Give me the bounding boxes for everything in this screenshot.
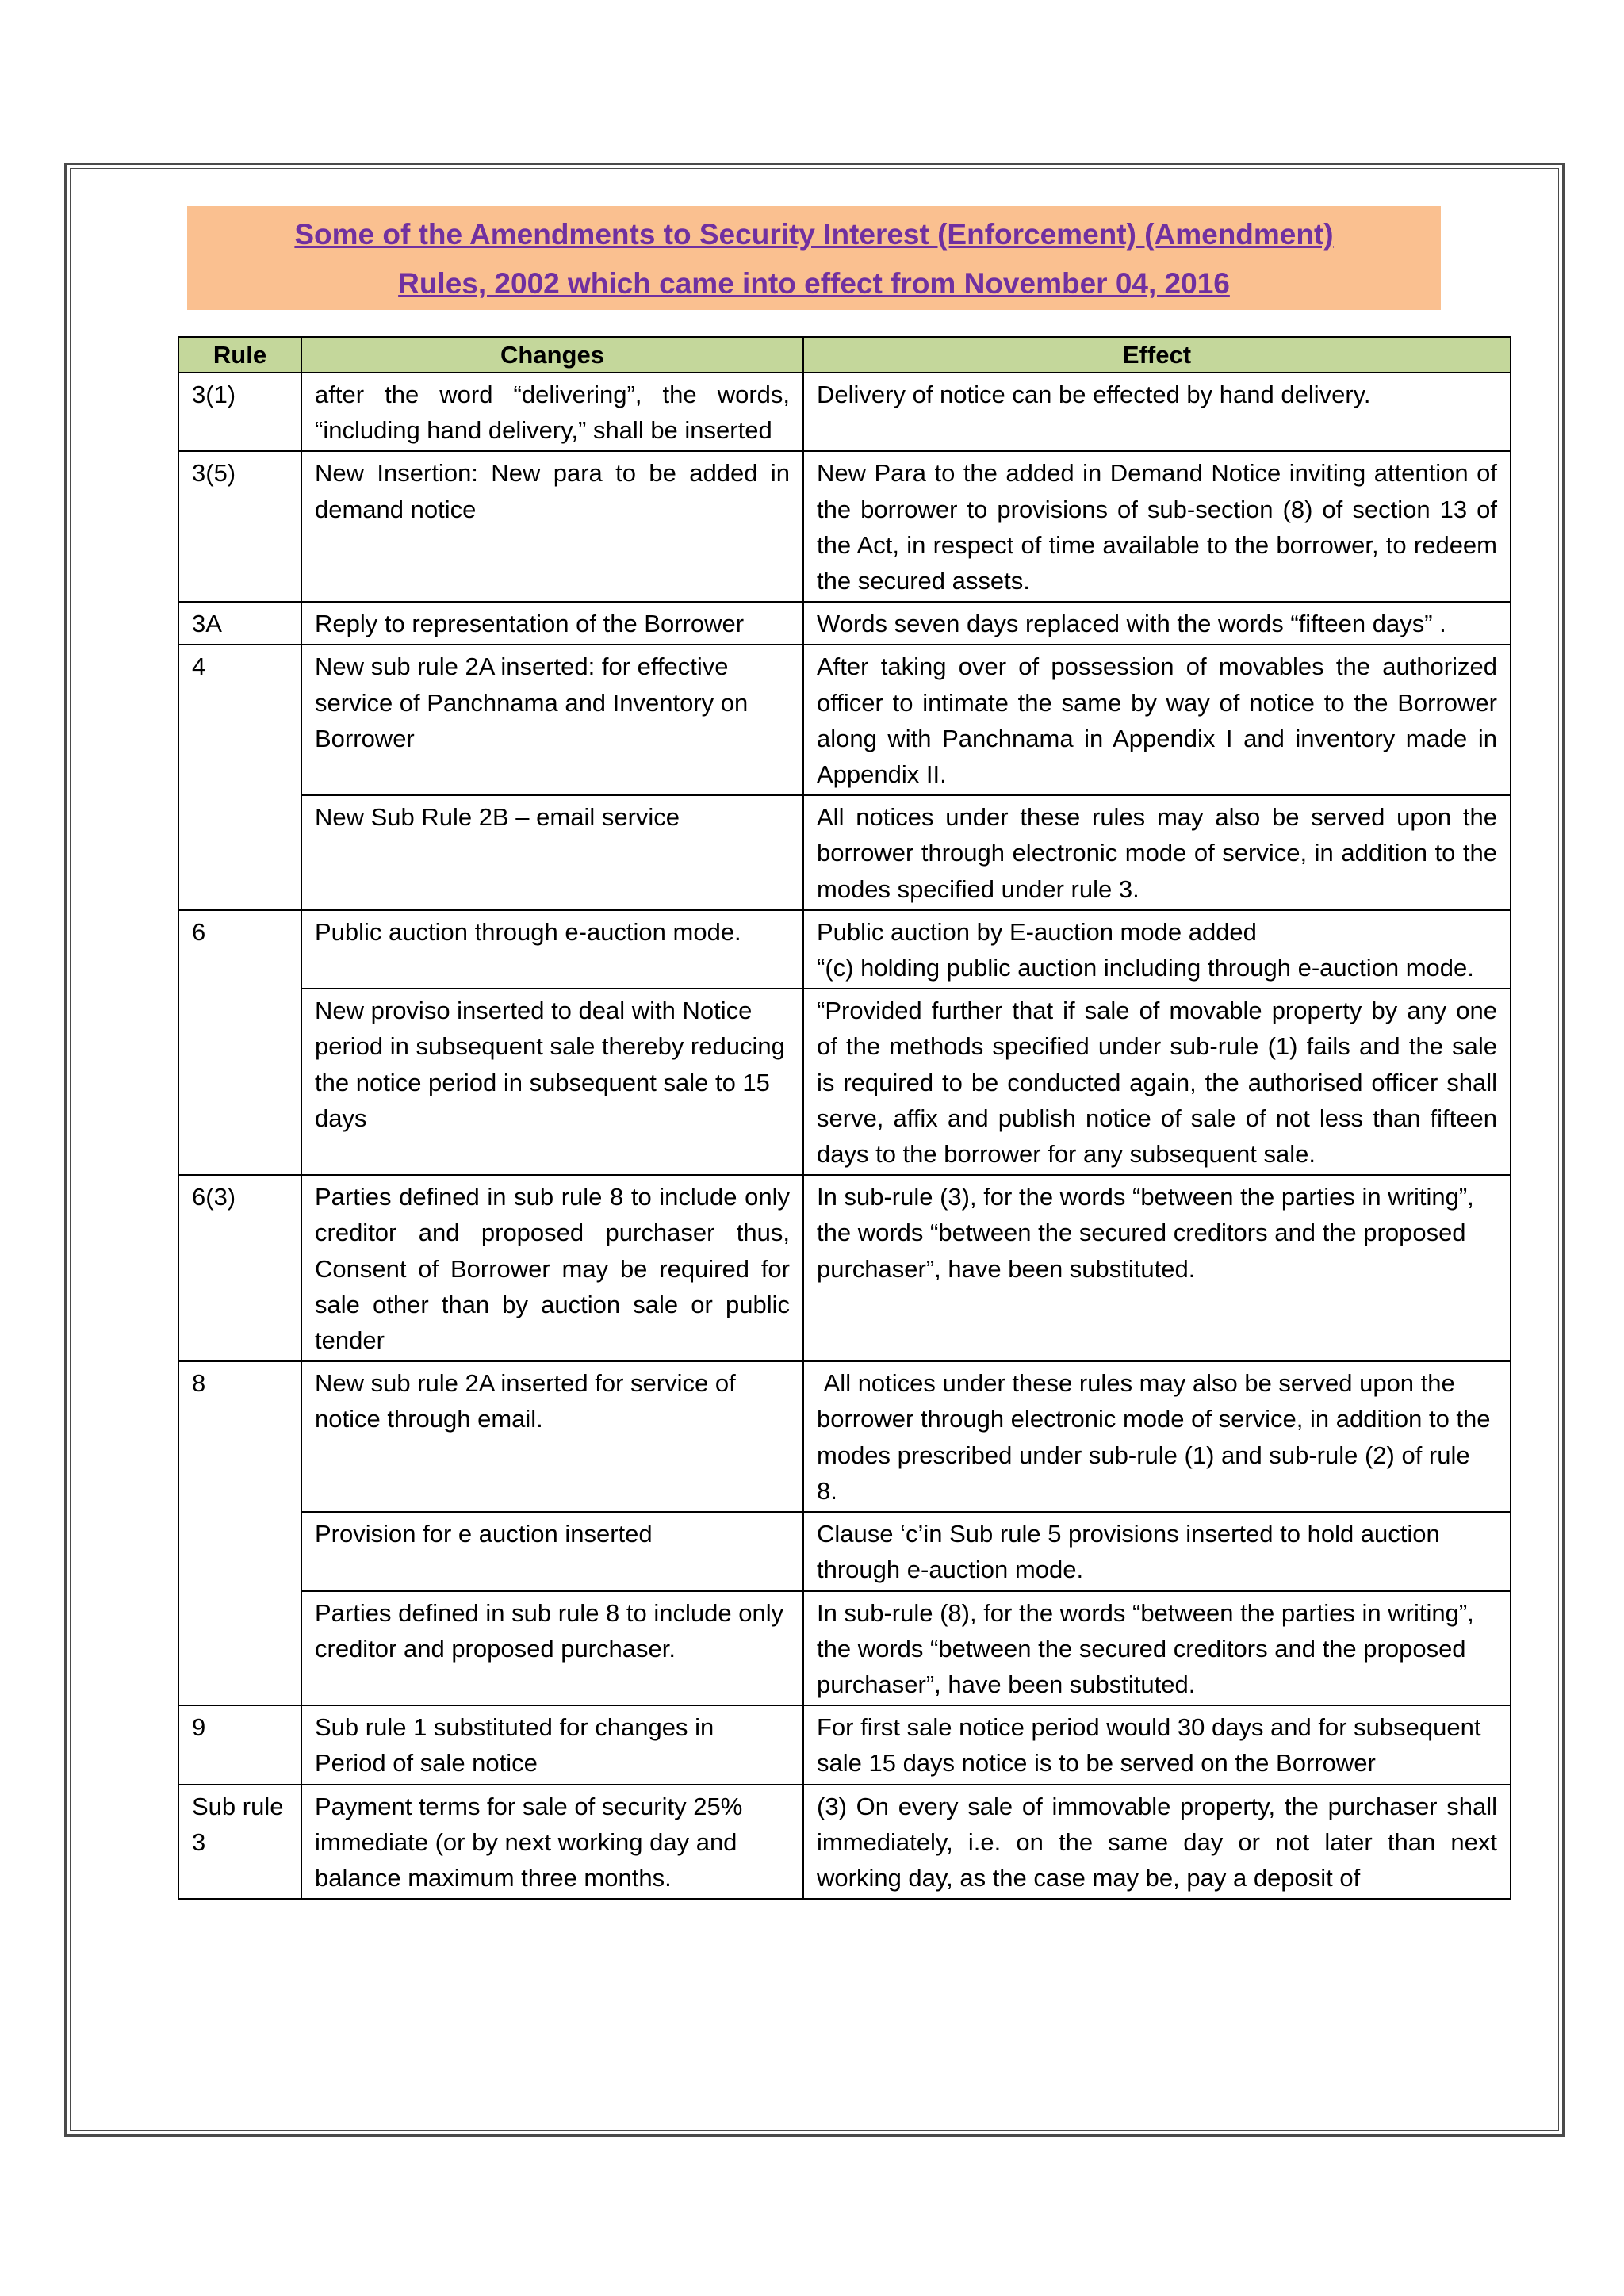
changes-cell: New Sub Rule 2B – email service	[301, 795, 803, 910]
effect-cell: New Para to the added in Demand Notice inviting attention of the borrower to provisions of sub-section (8) of section 13 of the Act, in respect of time available to the borrower, to redeem the secured assets.	[803, 451, 1511, 602]
rule-cell: 6	[178, 910, 301, 1175]
table-row	[178, 1705, 1511, 1784]
rule-cell: 9	[178, 1705, 301, 1784]
table-row	[178, 1785, 1511, 1900]
changes-cell: Public auction through e-auction mode.	[301, 910, 803, 989]
effect-cell: (3) On every sale of immovable property, the purchaser shall immediately, i.e. on the same day or not later than next working day, as the case may be, pay a deposit of	[803, 1785, 1511, 1900]
title-line-1: Some of the Amendments to Security Interest (Enforcement) (Amendment)	[294, 218, 1334, 251]
changes-cell: Payment terms for sale of security 25% immediate (or by next working day and balance maximum three months.	[301, 1785, 803, 1900]
rule-cell: 8	[178, 1361, 301, 1705]
effect-cell: Clause ‘c’in Sub rule 5 provisions inserted to hold auction through e-auction mode.	[803, 1512, 1511, 1590]
effect-cell: After taking over of possession of movables the authorized officer to intimate the same by way of notice to the Borrower along with Panchnama in Appendix I and inventory made in Appendix II.	[803, 645, 1511, 795]
table-row	[178, 910, 1511, 989]
amendments-table	[178, 336, 1511, 1900]
effect-cell: In sub-rule (3), for the words “between the parties in writing”, the words “between the secured creditors and the proposed purchaser”, have been substituted.	[803, 1175, 1511, 1361]
header-changes: Changes	[301, 337, 803, 373]
table-header-row	[178, 337, 1511, 373]
effect-cell: For first sale notice period would 30 days and for subsequent sale 15 days notice is to be served on the Borrower	[803, 1705, 1511, 1784]
changes-cell: Provision for e auction inserted	[301, 1512, 803, 1590]
effect-cell: Public auction by E-auction mode added “(c) holding public auction including through e-auction mode.	[803, 910, 1511, 989]
rule-cell: 4	[178, 645, 301, 909]
table-row	[178, 1512, 1511, 1590]
effect-cell: Delivery of notice can be effected by hand delivery.	[803, 373, 1511, 451]
changes-cell: Parties defined in sub rule 8 to include only creditor and proposed purchaser.	[301, 1591, 803, 1706]
table-row	[178, 1591, 1511, 1706]
changes-cell: New Insertion: New para to be added in demand notice	[301, 451, 803, 602]
changes-cell: New sub rule 2A inserted: for effective service of Panchnama and Inventory on Borrower	[301, 645, 803, 795]
table-row	[178, 1361, 1511, 1512]
table-row	[178, 645, 1511, 795]
effect-cell: In sub-rule (8), for the words “between the parties in writing”, the words “between the secured creditors and the proposed purchaser”, have been substituted.	[803, 1591, 1511, 1706]
rule-cell: 6(3)	[178, 1175, 301, 1361]
rule-cell: 3A	[178, 602, 301, 645]
changes-cell: after the word “delivering”, the words, “including hand delivery,” shall be inserted	[301, 373, 803, 451]
header-effect: Effect	[803, 337, 1511, 373]
rule-cell: 3(1)	[178, 373, 301, 451]
effect-cell: All notices under these rules may also be served upon the borrower through electronic mode of service, in addition to the modes specified under rule 3.	[803, 795, 1511, 910]
table-row	[178, 795, 1511, 910]
table-row	[178, 989, 1511, 1175]
table-row	[178, 1175, 1511, 1361]
changes-cell: Parties defined in sub rule 8 to include only creditor and proposed purchaser thus, Consent of Borrower may be required for sale other than by auction sale or public tender	[301, 1175, 803, 1361]
changes-cell: Sub rule 1 substituted for changes in Period of sale notice	[301, 1705, 803, 1784]
effect-cell: “Provided further that if sale of movable property by any one of the methods specified under sub-rule (1) fails and the sale is required to be conducted again, the authorised officer shall serve, affix and publish notice of sale of not less than fifteen days to the borrower for any subsequent sale.	[803, 989, 1511, 1175]
changes-cell: New sub rule 2A inserted for service of notice through email.	[301, 1361, 803, 1512]
table-row	[178, 373, 1511, 451]
table-row	[178, 602, 1511, 645]
effect-cell: Words seven days replaced with the words “fifteen days” .	[803, 602, 1511, 645]
rule-cell: 3(5)	[178, 451, 301, 602]
effect-cell: All notices under these rules may also be served upon the borrower through electronic mode of service, in addition to the modes prescribed under sub-rule (1) and sub-rule (2) of rule 8.	[803, 1361, 1511, 1512]
title-line-2: Rules, 2002 which came into effect from November 04, 2016	[398, 267, 1230, 300]
changes-cell: New proviso inserted to deal with Notice period in subsequent sale thereby reducing the notice period in subsequent sale to 15 days	[301, 989, 803, 1175]
header-rule: Rule	[178, 337, 301, 373]
rule-cell: Sub rule 3	[178, 1785, 301, 1900]
changes-cell: Reply to representation of the Borrower	[301, 602, 803, 645]
table-row	[178, 451, 1511, 602]
